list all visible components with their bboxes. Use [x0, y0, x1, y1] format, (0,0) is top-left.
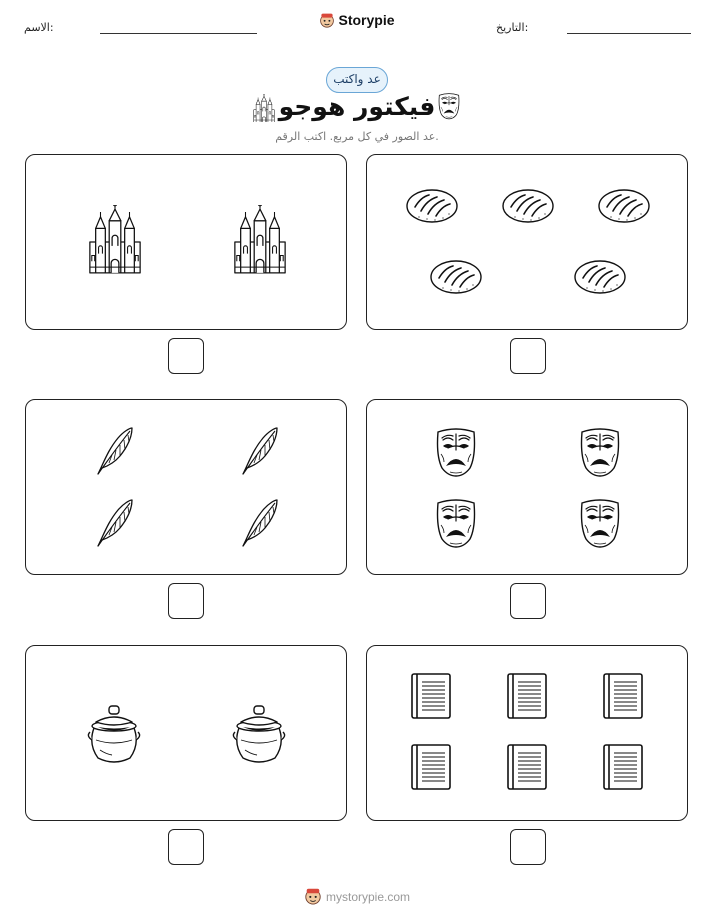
answer-box-feathers[interactable] [168, 583, 204, 619]
church-icon [90, 202, 140, 273]
answer-box-bread[interactable] [510, 338, 546, 374]
book-icon [604, 745, 642, 789]
name-label: الاسم: [24, 21, 54, 34]
bread-icon [407, 190, 457, 222]
count-card-bread [366, 154, 688, 330]
name-line[interactable] [100, 33, 257, 34]
answer-box-pots[interactable] [168, 829, 204, 865]
bread-icon [431, 261, 481, 293]
tragedy-mask-icon [437, 92, 461, 120]
count-card-churches [25, 154, 347, 330]
tragedy-mask-icon [582, 429, 619, 476]
page-title: فيكتور هوجو [278, 92, 436, 121]
answer-box-books[interactable] [510, 829, 546, 865]
answer-box-churches[interactable] [168, 338, 204, 374]
date-line[interactable] [567, 33, 691, 34]
activity-badge: عد واكتب [326, 67, 388, 93]
instruction-text: عد الصور في كل مربع. اكتب الرقم. [275, 130, 439, 143]
tragedy-mask-icon [582, 500, 619, 547]
bread-icon [599, 190, 649, 222]
book-icon [604, 674, 642, 718]
footer-site[interactable]: mystorypie.com [325, 890, 411, 904]
count-card-pots [25, 645, 347, 821]
count-card-feathers [25, 399, 347, 575]
mascot-icon [319, 12, 335, 28]
pot-icon [88, 706, 139, 762]
feather-icon [98, 500, 132, 546]
book-icon [412, 674, 450, 718]
answer-box-masks[interactable] [510, 583, 546, 619]
count-card-books [366, 645, 688, 821]
book-icon [412, 745, 450, 789]
feather-icon [243, 428, 277, 474]
church-icon [235, 202, 285, 273]
mascot-icon [304, 887, 322, 905]
book-icon [508, 674, 546, 718]
feather-icon [243, 500, 277, 546]
footer [0, 887, 714, 905]
feather-icon [98, 428, 132, 474]
bread-icon [575, 261, 625, 293]
tragedy-mask-icon [438, 500, 475, 547]
brand-name: Storypie [338, 12, 395, 28]
count-card-masks [366, 399, 688, 575]
book-icon [508, 745, 546, 789]
brand-logo [0, 12, 714, 28]
tragedy-mask-icon [438, 429, 475, 476]
date-label: التاريخ: [496, 21, 529, 34]
pot-icon [233, 706, 284, 762]
bread-icon [503, 190, 553, 222]
